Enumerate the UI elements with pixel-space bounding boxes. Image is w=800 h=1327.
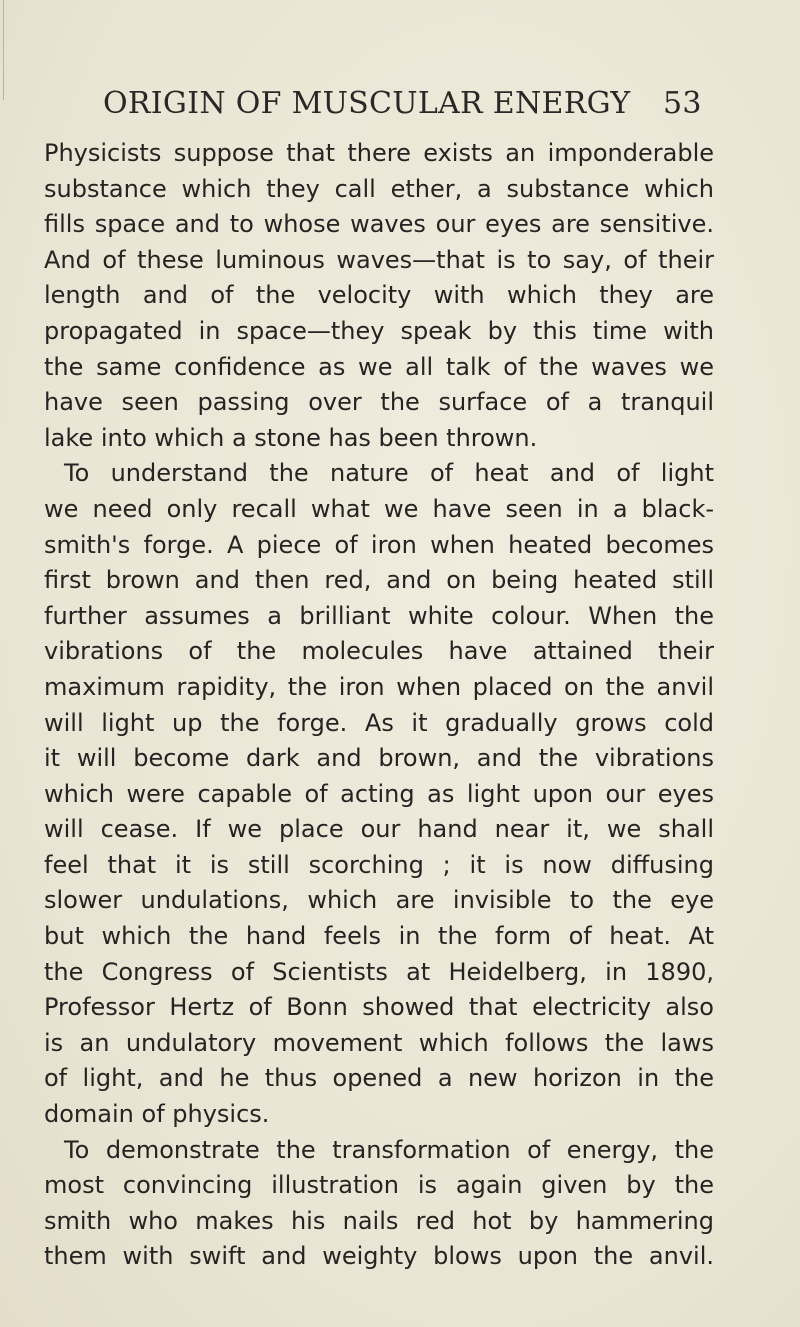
text-line: And of these luminous waves—that is to say, of their	[44, 245, 714, 274]
text-line: To demonstrate the transformation of energy, the	[64, 1135, 714, 1164]
page-edge-shadow	[3, 0, 4, 100]
text-line: the Congress of Scientists at Heidelberg, in 1890,	[44, 957, 714, 986]
running-head	[0, 86, 800, 130]
page-number: 53	[663, 86, 702, 121]
text-line: feel that it is still scorching ; it is now diffusing	[44, 850, 714, 879]
running-title: ORIGIN OF MUSCULAR ENERGY	[103, 86, 631, 121]
text-line: will cease. If we place our hand near it, we shall	[44, 815, 714, 844]
text-line: further assumes a brilliant white colour. When the	[44, 601, 714, 630]
text-line: of light, and he thus opened a new horizon in the	[44, 1064, 714, 1093]
text-line: propagated in space—they speak by this time with	[44, 316, 714, 345]
text-line: fills space and to whose waves our eyes are sensitive.	[44, 210, 714, 239]
text-line: it will become dark and brown, and the vibrations	[44, 744, 714, 773]
text-line: To understand the nature of heat and of light	[64, 459, 714, 488]
text-line: the same confidence as we all talk of the waves we	[44, 352, 714, 381]
text-line: but which the hand feels in the form of heat. At	[44, 922, 714, 951]
text-line: we need only recall what we have seen in a black-	[44, 494, 714, 523]
text-line: slower undulations, which are invisible to the eye	[44, 886, 714, 915]
text-line: lake into which a stone has been thrown.	[44, 423, 538, 452]
text-line: smith who makes his nails red hot by hammering	[44, 1206, 714, 1235]
body-text	[44, 136, 714, 1275]
text-line: have seen passing over the surface of a tranquil	[44, 388, 714, 417]
text-line: them with swift and weighty blows upon the anvil.	[44, 1242, 714, 1271]
text-line: domain of physics.	[44, 1100, 270, 1129]
text-line: will light up the forge. As it gradually grows cold	[44, 708, 714, 737]
text-line: Professor Hertz of Bonn showed that electricity also	[44, 993, 714, 1022]
text-line: smith's forge. A piece of iron when heated becomes	[44, 530, 714, 559]
text-line: is an undulatory movement which follows the laws	[44, 1028, 714, 1057]
text-line: most convincing illustration is again given by the	[44, 1171, 714, 1200]
text-line: substance which they call ether, a substance which	[44, 174, 714, 203]
text-line: maximum rapidity, the iron when placed on the anvil	[44, 672, 714, 701]
text-line: vibrations of the molecules have attained their	[44, 637, 714, 666]
text-line: length and of the velocity with which they are	[44, 281, 714, 310]
text-line: which were capable of acting as light upon our eyes	[44, 779, 714, 808]
text-line: first brown and then red, and on being heated still	[44, 566, 714, 595]
text-line: Physicists suppose that there exists an imponderable	[44, 139, 714, 167]
